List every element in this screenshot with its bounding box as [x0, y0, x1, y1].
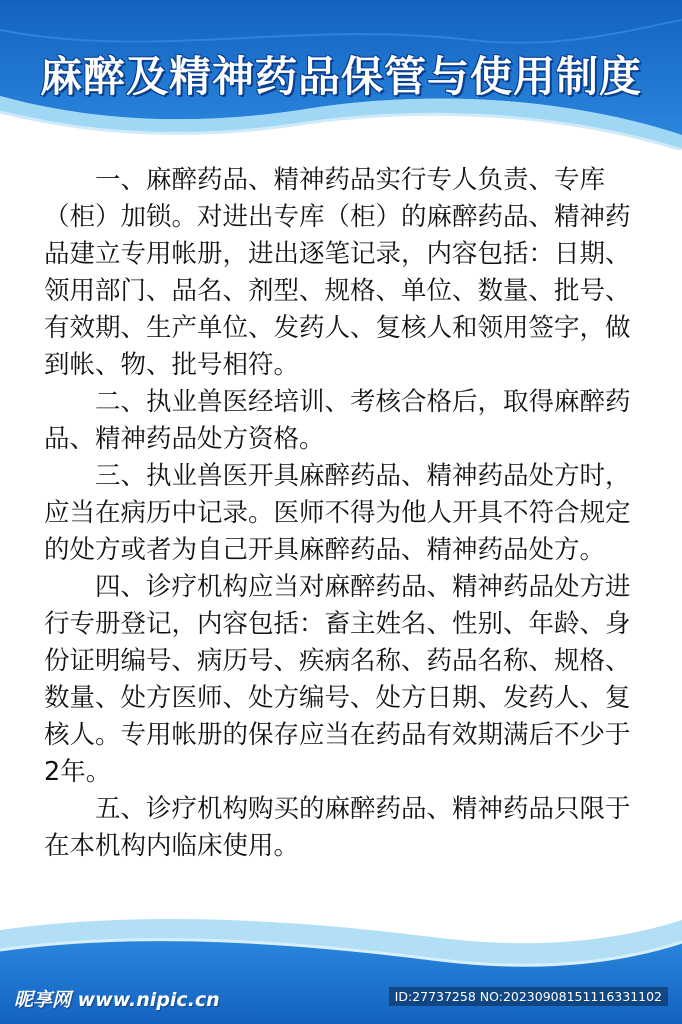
- regulation-paragraph-1: 一、麻醉药品、精神药品实行专人负责、专库（柜）加锁。对进出专库（柜）的麻醉药品、精神药品建立专用帐册，进出逐笔记录，内容包括：日期、领用部门、品名、剂型、规格、单位、数量、批号、有效期、生产单位、发药人、复核人和领用签字，做到帐、物、批号相符。: [44, 165, 631, 380]
- regulation-paragraph-4: 四、诊疗机构应当对麻醉药品、精神药品处方进行专册登记，内容包括：畜主姓名、性别、年龄、身份证明编号、病历号、疾病名称、药品名称、规格、数量、处方医师、处方编号、处方日期、发药人、复核人。专用帐册的保存应当在药品有效期满后不少于2年。: [44, 572, 631, 787]
- regulation-paragraph-5: 五、诊疗机构购买的麻醉药品、精神药品只限于在本机构内临床使用。: [44, 794, 631, 861]
- page-title: 麻醉及精神药品保管与使用制度: [39, 52, 642, 101]
- site-watermark: 昵享网 www.nipic.cn: [14, 989, 220, 1011]
- image-id-watermark: ID:27737258 NO:20230908151116331102: [389, 987, 668, 1006]
- regulation-paragraph-3: 三、执业兽医开具麻醉药品、精神药品处方时，应当在病历中记录。医师不得为他人开具不符合规定的处方或者为自己开具麻醉药品、精神药品处方。: [44, 461, 631, 565]
- regulation-paragraph-2: 二、执业兽医经培训、考核合格后，取得麻醉药品、精神药品处方资格。: [44, 387, 631, 454]
- regulation-body: [44, 162, 644, 865]
